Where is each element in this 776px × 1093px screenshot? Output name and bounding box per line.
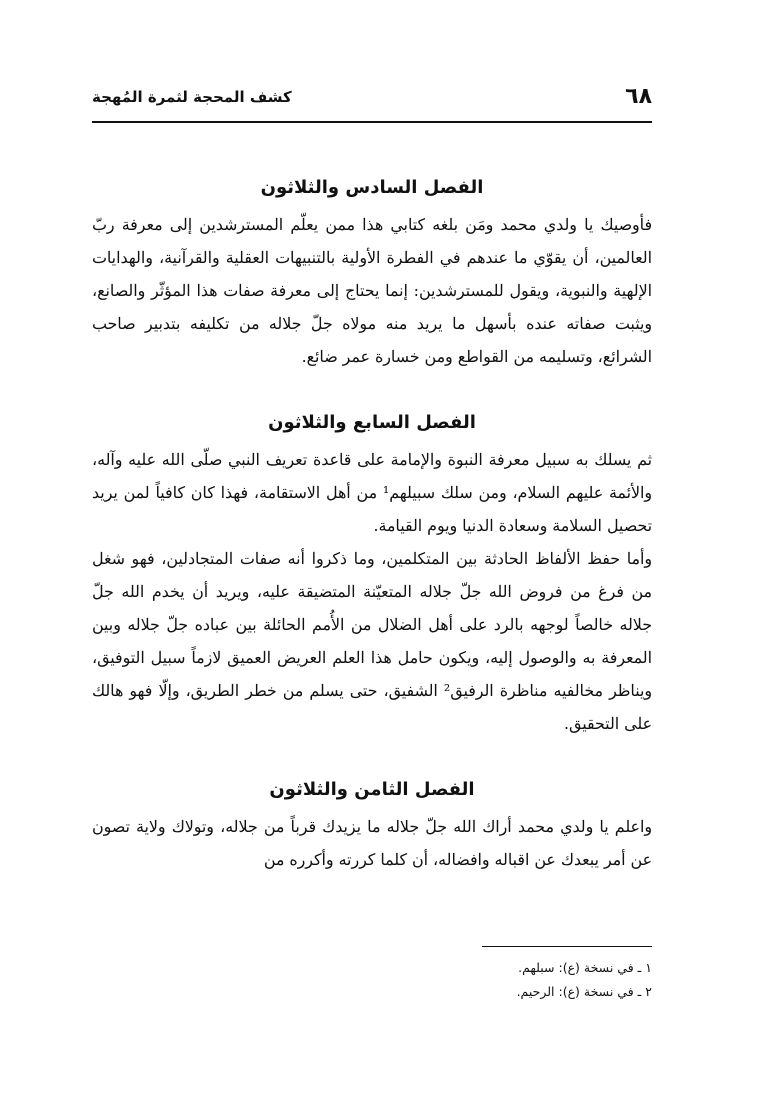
header-rule	[92, 121, 652, 123]
body-text	[92, 168, 652, 876]
paragraph: ثم يسلك به سبيل معرفة النبوة والإمامة على قاعدة تعريف النبي صلّى الله عليه وآله، والأئمة عليهم السلام، ومن سلك سبيلهم¹ من أهل الاستقامة، فهذا كان كافياً لمن يريد تحصيل السلامة وسعادة الدنيا ويوم القيامة.	[92, 450, 652, 535]
footnote: ١ ـ في نسخة (ع): سبلهم.	[518, 960, 652, 975]
page-header	[92, 82, 652, 116]
footnotes	[92, 956, 652, 1004]
section-title: الفصل الثامن والثلاثون	[269, 779, 475, 800]
paragraph: وأما حفظ الألفاظ الحادثة بين المتكلمين، وما ذكروا أنه صفات المتجادلين، فهو شغل من فرغ من فروض الله جلّ جلاله المتعيّنة المتضيقة عليه، ويريد أن يخدم الله جلّ جلاله خالصاً لوجهه بالرد على أهل الضلال من الأُمم الحائلة بين عباده جلّ جلاله وبين المعرفة به والوصول إليه، ويكون حامل هذا العلم العريض العميق لازماً سبيل التوفيق، ويناظر مخالفيه مناظرة الرفيق² الشفيق، حتى يسلم من خطر الطريق، وإلّا فهو هالك على التحقيق.	[92, 549, 652, 733]
footnote-rule	[482, 946, 652, 947]
section-title: الفصل السادس والثلاثون	[260, 177, 484, 198]
section-gap	[92, 373, 652, 403]
running-title: كشف المحجة لثمرة المُهجة	[92, 88, 292, 106]
section-gap	[92, 740, 652, 770]
section-title: الفصل السابع والثلاثون	[268, 412, 476, 433]
paragraph: واعلم يا ولدي محمد أراك الله جلّ جلاله ما يزيدك قرباً من جلاله، وتولاك ولاية تصون عن أمر يبعدك عن اقباله وافضاله، أن كلما كررته وأكرره من	[92, 817, 652, 869]
page-number: ٦٨	[625, 84, 652, 109]
paragraph: فأوصيك يا ولدي محمد ومَن بلغه كتابي هذا ممن يعلّم المسترشدين إلى معرفة ربّ العالمين، أن يقوّي ما عندهم في الفطرة الأولية بالتنبيهات العقلية والقرآنية، والهدايات الإلهية والنبوية، ويقول للمسترشدين: إنما يحتاج إلى معرفة صفات هذا المؤثّر والصانع، ويثبت صفاته عنده بأسهل ما يريد منه مولاه جلّ جلاله من تكليفه بتدبير صاحب الشرائع، وتسليمه من القواطع ومن خسارة عمر ضائع.	[92, 215, 652, 366]
footnote: ٢ ـ في نسخة (ع): الرحيم.	[516, 984, 652, 999]
